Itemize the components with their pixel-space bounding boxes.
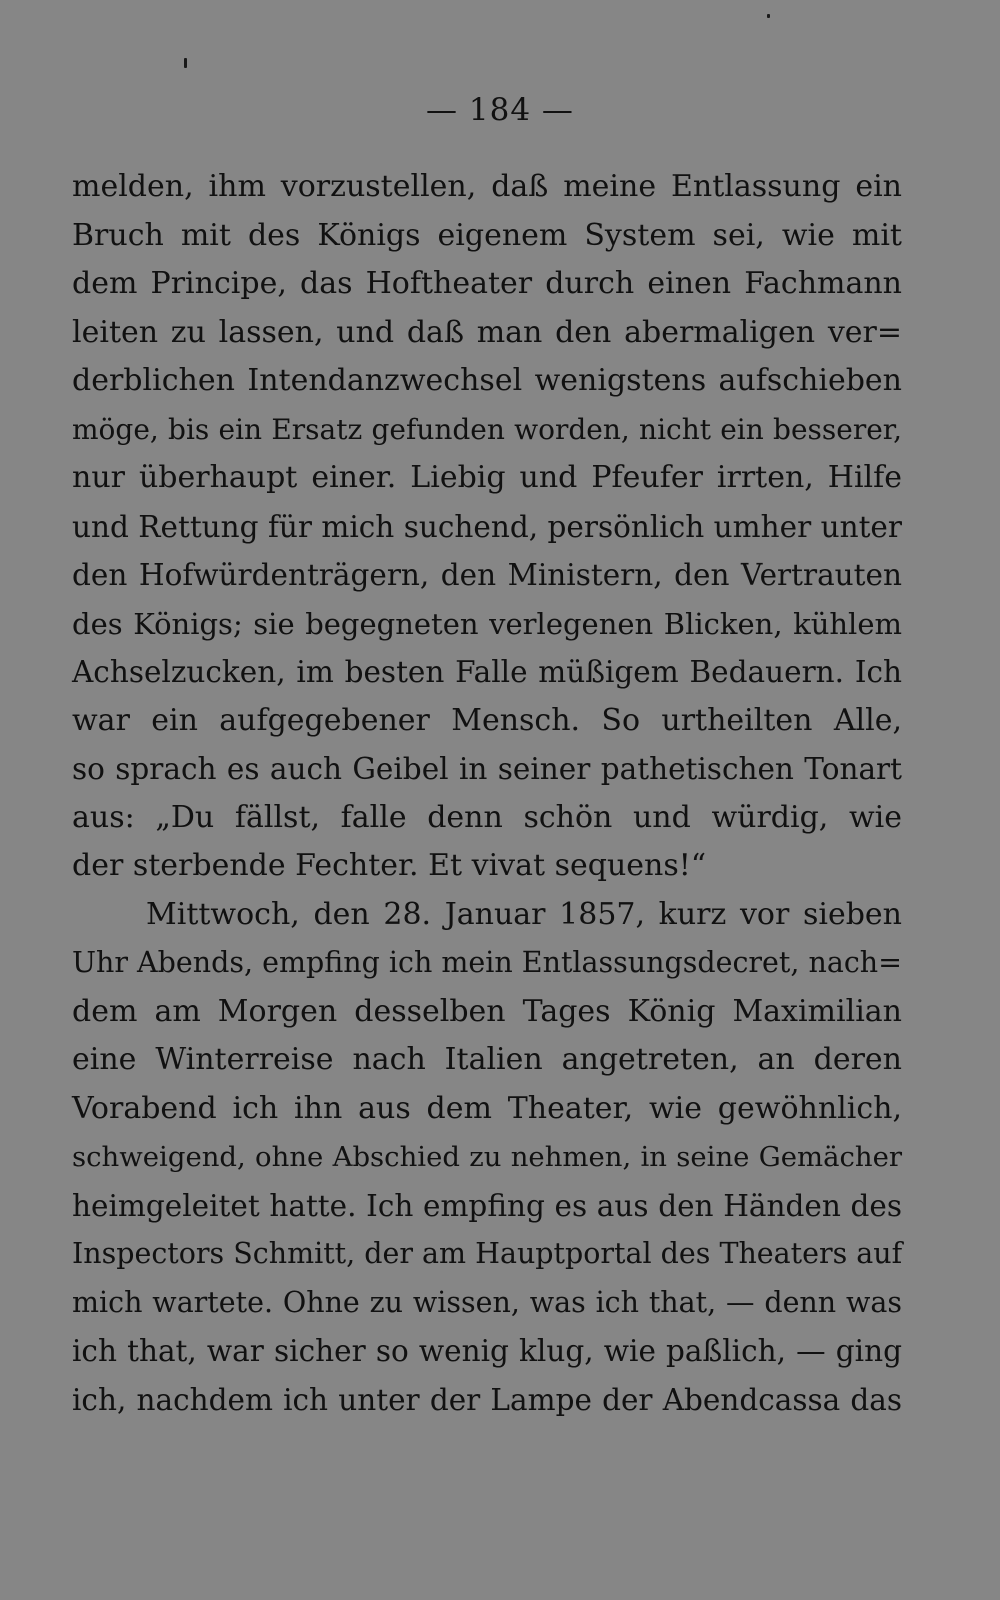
- text-line: melden, ihm vorzustellen, daß meine Entlassung ein: [72, 169, 902, 204]
- scan-speck: [184, 58, 187, 68]
- scan-speck: [767, 14, 770, 18]
- text-line: des Königs; sie begegneten verlegenen Blicken, kühlem: [72, 606, 902, 641]
- body-text: [72, 163, 902, 1424]
- text-line: war ein aufgegebener Mensch. So urtheilten Alle,: [72, 702, 902, 738]
- text-line: Vorabend ich ihn aus dem Theater, wie gewöhnlich,: [72, 1090, 902, 1126]
- text-line: Bruch mit des Königs eigenem System sei, wie mit: [72, 217, 902, 253]
- text-line: dem Principe, das Hoftheater durch einen Fachmann: [72, 266, 902, 301]
- text-line: heimgeleitet hatte. Ich empfing es aus den Händen des: [72, 1188, 902, 1223]
- text-line: ich, nachdem ich unter der Lampe der Abendcassa das: [72, 1382, 902, 1417]
- text-line: ich that, war sicher so wenig klug, wie paßlich, — ging: [72, 1334, 902, 1368]
- text-line: leiten zu lassen, und daß man den abermaligen ver=: [72, 314, 902, 350]
- text-line: eine Winterreise nach Italien angetreten, an deren: [72, 1042, 902, 1077]
- text-line-paragraph-end: der sterbende Fechter. Et vivat sequens!“: [72, 848, 707, 883]
- text-line: Achselzucken, im besten Falle müßigem Bedauern. Ich: [72, 655, 902, 689]
- text-line: schweigend, ohne Abschied zu nehmen, in seine Gemächer: [72, 1141, 902, 1173]
- text-line: und Rettung für mich suchend, persönlich umher unter: [72, 509, 902, 544]
- text-line: den Hofwürdenträgern, den Ministern, den Vertrauten: [72, 558, 902, 592]
- text-line-paragraph-start: Mittwoch, den 28. Januar 1857, kurz vor sieben: [146, 896, 902, 932]
- text-line: Inspectors Schmitt, der am Hauptportal des Theaters auf: [72, 1237, 903, 1270]
- text-line: derblichen Intendanzwechsel wenigstens aufschieben: [72, 363, 902, 398]
- text-line: Uhr Abends, empfing ich mein Entlassungsdecret, nach=: [72, 946, 903, 979]
- text-line: aus: „Du fällst, falle denn schön und würdig, wie: [72, 799, 902, 835]
- page-number: — 184 —: [426, 92, 574, 128]
- text-line: so sprach es auch Geibel in seiner pathetischen Tonart: [72, 752, 902, 786]
- text-line: möge, bis ein Ersatz gefunden worden, nicht ein besserer,: [72, 412, 902, 446]
- text-line: mich wartete. Ohne zu wissen, was ich that, — denn was: [72, 1285, 902, 1319]
- text-line: dem am Morgen desselben Tages König Maximilian: [72, 993, 902, 1029]
- text-line: nur überhaupt einer. Liebig und Pfeufer irrten, Hilfe: [72, 460, 902, 495]
